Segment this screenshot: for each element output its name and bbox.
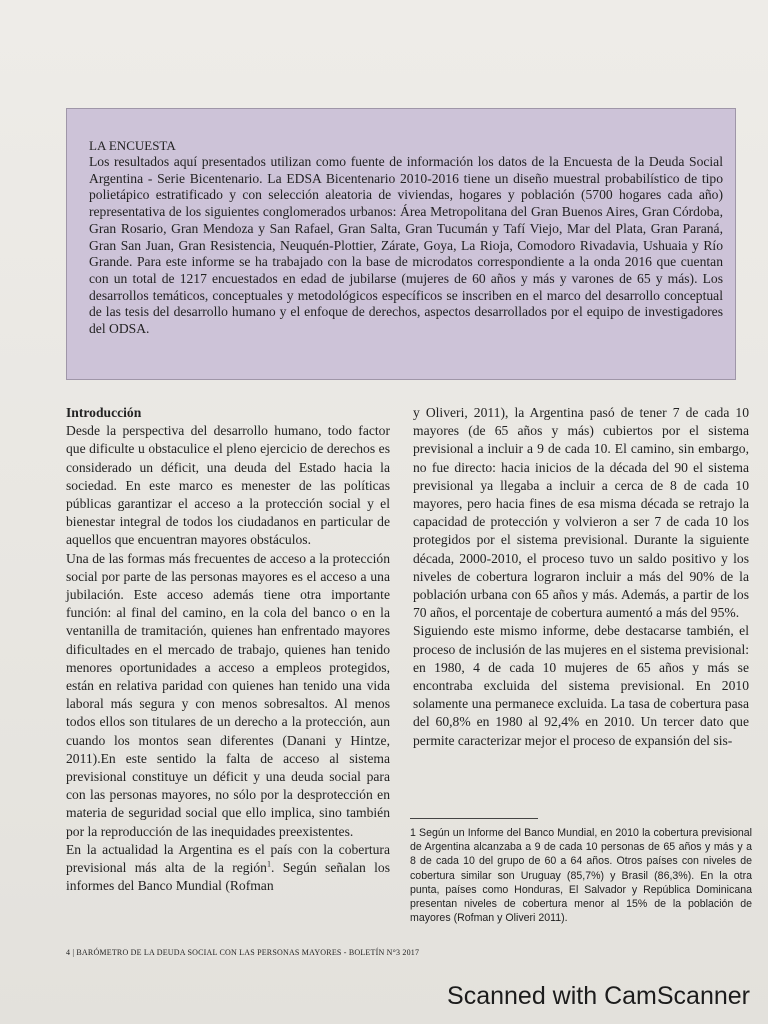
- section-heading: Introducción: [66, 405, 142, 420]
- footnote-ref: 1: [266, 859, 271, 869]
- left-paragraph-3: [66, 841, 390, 896]
- right-paragraph-1: y Oliveri, 2011), la Argentina pasó de tener 7 de cada 10 mayores (de 65 años y más) cubiertos por el sistema previsional a incluir a 9 de cada 10. El camino, sin embargo, no fue directo: hacia inicios de la década del 90 el sistema previsional ya llegaba a incluir a cerca de 8 de cada 10 mayores, pero hacia fines de esa misma década se retrajo la capacidad de protección y volvieron a ser 7 de cada 10 los protegidos por el sistema previsional. Durante la siguiente década, 2000-2010, el proceso tuvo un saldo positivo y los niveles de cobertura lograron incluir a más del 90% de la población urbana con 65 años y más. Además, a partir de los 70 años, el porcentaje de cobertura aumentó a más del 95%.: [413, 405, 749, 621]
- survey-info-box: [66, 108, 736, 380]
- right-paragraph-2: Siguiendo este mismo informe, debe destacarse también, el proceso de inclusión de las mujeres en el sistema previsional: en 1980, 4 de cada 10 mujeres de 65 años y más se encontraba excluida del sistema previsional. En 2010 solamente una permanece excluida. La tasa de cobertura pasa del 60,8% en 1980 al 92,4% en 2010. Un tercer dato que permite caracterizar mejor el proceso de expansión del sis-: [413, 623, 749, 748]
- footnote: 1 Según un Informe del Banco Mundial, en 2010 la cobertura previsional de Argentina alcanzaba a 9 de cada 10 personas de 65 años y más y a 8 de cada 10 del grupo de 60 a 64 años. Otros países con niveles de cobertura similar son Uruguay (85,7%) y Brasil (86,3%). En la otra punta, países como Honduras, El Salvador y República Dominicana presentan niveles de cobertura menor al 15% de la población de mayores (Rofman y Oliveri 2011).: [410, 827, 752, 925]
- box-body: Los resultados aquí presentados utilizan como fuente de información los datos de la Encuesta de la Deuda Social Argentina - Serie Bicentenario. La EDSA Bicentenario 2010-2016 tiene un diseño muestral probabilístico de tipo polietápico estratificado y con selección aleatoria de viviendas, hogares y población (5700 hogares cada año) representativa de los siguientes conglomerados urbanos: Área Metropolitana del Gran Buenos Aires, Gran Córdoba, Gran Rosario, Gran Mendoza y San Rafael, Gran Salta, Gran Tucumán y Tafí Viejo, Mar del Plata, Gran Paraná, Gran San Juan, Gran Resistencia, Neuquén-Plottier, Zárate, Goya, La Rioja, Comodoro Rivadavia, Ushuaia y Río Grande. Para este informe se ha trabajado con la base de microdatos correspondiente a la onda 2016 que cuentan con un total de 1217 encuestados en edad de jubilarse (mujeres de 60 años y más y varones de 65 y más). Los desarrollos temáticos, conceptuales y metodológicos específicos se inscriben en el marco del desarrollo conceptual de las tesis del desarrollo humano y el enfoque de derechos, aspectos desarrollados por el equipo de investigadores del ODSA.: [89, 154, 723, 337]
- left-column: [66, 404, 390, 895]
- left-paragraph-3-a: En la actualidad la Argentina es el país con la cobertura previsional más alta de la región: [66, 841, 390, 876]
- page-footer: 4 | BARÓMETRO DE LA DEUDA SOCIAL CON LAS PERSONAS MAYORES - BOLETÍN N°3 2017: [66, 948, 420, 957]
- left-paragraph-1: Desde la perspectiva del desarrollo humano, todo factor que dificulte u obstaculice el pleno ejercicio de derechos es considerado un déficit, una deuda del Estado hacia la sociedad. En este marco es menester de las políticas públicas garantizar el acceso a la protección social y el bienestar integral de todos los ciudadanos en particular de aquellos que encuentran mayores obstáculos.: [66, 423, 390, 548]
- footnote-rule: [410, 818, 538, 819]
- right-column: [413, 404, 749, 750]
- left-paragraph-3-b: . Según señalan los informes del Banco Mundial (Rofman: [66, 860, 390, 894]
- box-title: LA ENCUESTA: [89, 138, 176, 153]
- left-paragraph-2: Una de las formas más frecuentes de acceso a la protección social por parte de las personas mayores es el acceso a una jubilación. Este acceso además tiene otra importante función: al final del camino, en la cola del banco o en la ventanilla de tramitación, quienes han enfrentado mayores dificultades en el mercado de trabajo, quienes han tenido menores oportunidades a acceso a empleos protegidos, están en relativa paridad con quienes han tenido una vida laboral más segura y con menos sobresaltos. Al menos todos ellos son titulares de un derecho a la protección, aun cuando los montos sean diferentes (Danani y Hintze, 2011).En este sentido la falta de acceso al sistema previsional constituye un déficit y una deuda social para con las personas mayores, no sólo por la desprotección en materia de seguridad social que ello implica, sino también por la reproducción de las inequidades preexistentes.: [66, 550, 390, 839]
- camscanner-watermark: Scanned with CamScanner: [447, 982, 750, 1010]
